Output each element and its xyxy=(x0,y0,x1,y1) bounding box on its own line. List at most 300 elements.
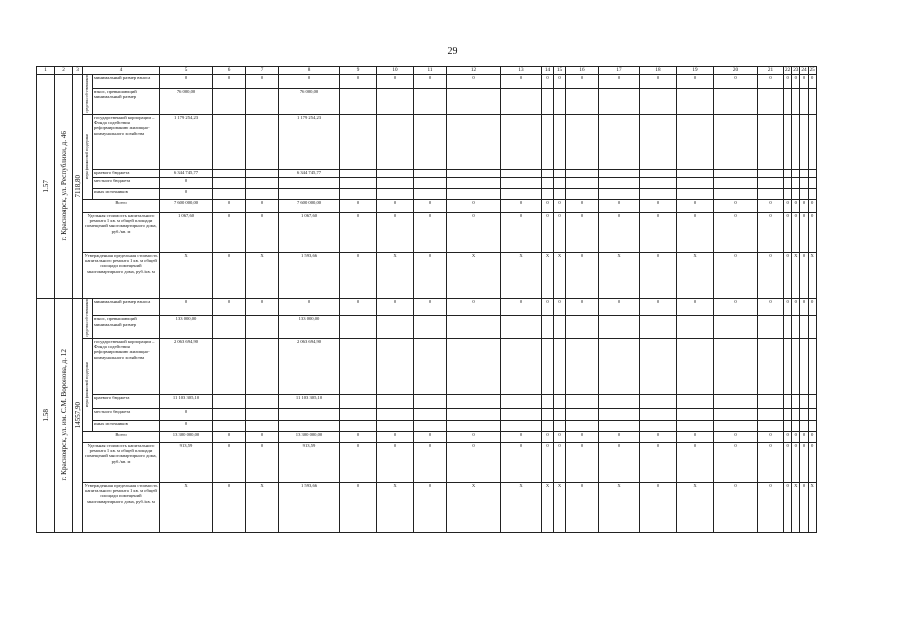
cell-over_min-col-12 xyxy=(447,316,501,339)
cell-total-col-25: 0 xyxy=(808,431,816,442)
cell-total-col-15: 0 xyxy=(554,431,566,442)
column-header-23: 23 xyxy=(793,66,799,73)
cell-min_fee-col-25: 0 xyxy=(808,75,816,89)
cell-total-col-9: 0 xyxy=(340,199,377,212)
cell-limit_cost-col-16: 0 xyxy=(566,482,599,532)
support-measures-group xyxy=(83,114,93,199)
column-header-4: 4 xyxy=(83,67,160,75)
column-header-3: 3 xyxy=(73,67,83,75)
row-label-min_fee: минимальный размер взноса xyxy=(93,298,160,315)
record-area xyxy=(73,298,83,532)
cell-regional-col-14 xyxy=(542,169,554,177)
cell-other-col-5: 0 xyxy=(160,188,213,199)
cell-local-col-23 xyxy=(792,408,800,420)
cell-unit_cost-col-17: 0 xyxy=(599,442,640,482)
cell-fund-col-20 xyxy=(714,338,758,394)
cell-other-col-15 xyxy=(554,420,566,431)
cell-local-col-7 xyxy=(246,408,279,420)
cell-total-col-17: 0 xyxy=(599,431,640,442)
record-1-row-regional xyxy=(37,394,817,408)
cell-limit_cost-col-17: X xyxy=(599,482,640,532)
cell-fund-col-22 xyxy=(784,338,792,394)
cell-local-col-24 xyxy=(800,177,808,188)
cell-unit_cost-col-8: 913,59 xyxy=(279,442,340,482)
column-header-25: 25 xyxy=(809,66,815,73)
record-number-text: 1.57 xyxy=(41,179,50,193)
record-1-row-limit_cost xyxy=(37,482,817,532)
capital-repair-table xyxy=(36,66,817,533)
cell-min_fee-col-15: 0 xyxy=(554,75,566,89)
cell-unit_cost-col-19: 0 xyxy=(677,212,714,252)
cell-other-col-18 xyxy=(640,420,677,431)
cell-limit_cost-col-13: X xyxy=(501,482,542,532)
cell-fund-col-21 xyxy=(758,338,784,394)
column-header-21: 21 xyxy=(758,67,784,75)
column-header-20: 20 xyxy=(714,67,758,75)
cell-min_fee-col-23: 0 xyxy=(792,75,800,89)
row-label-over_min: взнос, превышающий минимальный размер xyxy=(93,316,160,339)
cell-local-col-18 xyxy=(640,408,677,420)
row-label-unit_cost: Удельная стоимость капитального ремонта 1 кв. м общей площади помещений многоквартирного дома, руб./кв. м xyxy=(83,212,160,252)
cell-other-col-15 xyxy=(554,188,566,199)
cell-min_fee-col-25: 0 xyxy=(808,298,816,315)
record-1-row-unit_cost xyxy=(37,442,817,482)
cell-regional-col-15 xyxy=(554,394,566,408)
cell-regional-col-20 xyxy=(714,394,758,408)
cell-limit_cost-col-10: X xyxy=(377,482,414,532)
cell-fund-col-15 xyxy=(554,114,566,169)
cell-unit_cost-col-21: 0 xyxy=(758,212,784,252)
cell-regional-col-19 xyxy=(677,169,714,177)
cell-min_fee-col-17: 0 xyxy=(599,75,640,89)
cell-other-col-17 xyxy=(599,420,640,431)
cell-fund-col-23 xyxy=(792,114,800,169)
owners-funds-group xyxy=(83,75,93,115)
cell-fund-col-6 xyxy=(213,338,246,394)
cell-local-col-13 xyxy=(501,177,542,188)
column-header-15: 15 xyxy=(554,67,566,75)
cell-other-col-23 xyxy=(792,188,800,199)
cell-limit_cost-col-7: X xyxy=(246,252,279,298)
cell-unit_cost-col-6: 0 xyxy=(213,442,246,482)
cell-regional-col-23 xyxy=(792,169,800,177)
cell-min_fee-col-5: 0 xyxy=(160,75,213,89)
row-label-limit_cost: Утвержденная предельная стоимость капитального ремонта 1 кв. м общей площади помещений многоквартирного дома, руб./кв. м xyxy=(83,482,160,532)
cell-unit_cost-col-16: 0 xyxy=(566,442,599,482)
cell-unit_cost-col-15: 0 xyxy=(554,212,566,252)
cell-total-col-14: 0 xyxy=(542,199,554,212)
cell-min_fee-col-16: 0 xyxy=(566,75,599,89)
cell-regional-col-16 xyxy=(566,394,599,408)
cell-regional-col-11 xyxy=(414,169,447,177)
cell-other-col-25 xyxy=(808,420,816,431)
cell-min_fee-col-6: 0 xyxy=(213,298,246,315)
cell-unit_cost-col-10: 0 xyxy=(377,212,414,252)
record-0-row-other xyxy=(37,188,817,199)
cell-regional-col-15 xyxy=(554,169,566,177)
cell-regional-col-21 xyxy=(758,394,784,408)
cell-regional-col-22 xyxy=(784,169,792,177)
cell-local-col-11 xyxy=(414,408,447,420)
record-0-row-total xyxy=(37,199,817,212)
column-header-14: 14 xyxy=(542,67,554,75)
row-label-total: Всего xyxy=(83,199,160,212)
row-label-local: местного бюджета xyxy=(93,177,160,188)
cell-limit_cost-col-6: 0 xyxy=(213,252,246,298)
cell-over_min-col-8: 76 000,00 xyxy=(279,89,340,115)
cell-fund-col-18 xyxy=(640,114,677,169)
cell-fund-col-11 xyxy=(414,338,447,394)
row-label-limit_cost: Утвержденная предельная стоимость капитального ремонта 1 кв. м общей площади помещений многоквартирного дома, руб./кв. м xyxy=(83,252,160,298)
cell-over_min-col-14 xyxy=(542,316,554,339)
cell-total-col-24: 0 xyxy=(800,199,808,212)
row-label-other: иных источников xyxy=(93,420,160,431)
record-0-row-min_fee xyxy=(37,75,817,89)
cell-limit_cost-col-22: 0 xyxy=(784,482,792,532)
cell-limit_cost-col-11: 0 xyxy=(414,482,447,532)
cell-unit_cost-col-14: 0 xyxy=(542,212,554,252)
cell-fund-col-14 xyxy=(542,338,554,394)
cell-total-col-10: 0 xyxy=(377,199,414,212)
record-0-row-regional xyxy=(37,169,817,177)
cell-fund-col-11 xyxy=(414,114,447,169)
cell-local-col-19 xyxy=(677,177,714,188)
cell-fund-col-25 xyxy=(808,338,816,394)
cell-regional-col-21 xyxy=(758,169,784,177)
cell-local-col-16 xyxy=(566,408,599,420)
cell-local-col-10 xyxy=(377,408,414,420)
cell-regional-col-23 xyxy=(792,394,800,408)
cell-other-col-6 xyxy=(213,420,246,431)
cell-min_fee-col-17: 0 xyxy=(599,298,640,315)
cell-over_min-col-8: 133 000,00 xyxy=(279,316,340,339)
cell-other-col-19 xyxy=(677,188,714,199)
row-label-regional: краевого бюджета xyxy=(93,169,160,177)
cell-min_fee-col-9: 0 xyxy=(340,75,377,89)
cell-total-col-5: 13 300 000,00 xyxy=(160,431,213,442)
cell-min_fee-col-23: 0 xyxy=(792,298,800,315)
cell-over_min-col-7 xyxy=(246,89,279,115)
column-header-17: 17 xyxy=(599,67,640,75)
cell-unit_cost-col-24: 0 xyxy=(800,212,808,252)
cell-total-col-17: 0 xyxy=(599,199,640,212)
cell-other-col-13 xyxy=(501,420,542,431)
cell-local-col-6 xyxy=(213,177,246,188)
cell-total-col-6: 0 xyxy=(213,431,246,442)
cell-over_min-col-22 xyxy=(784,316,792,339)
cell-over_min-col-23 xyxy=(792,316,800,339)
cell-regional-col-25 xyxy=(808,394,816,408)
cell-over_min-col-12 xyxy=(447,89,501,115)
cell-total-col-13: 0 xyxy=(501,431,542,442)
cell-local-col-7 xyxy=(246,177,279,188)
cell-over_min-col-23 xyxy=(792,89,800,115)
cell-local-col-17 xyxy=(599,408,640,420)
cell-over_min-col-6 xyxy=(213,316,246,339)
cell-total-col-8: 13 300 000,00 xyxy=(279,431,340,442)
cell-unit_cost-col-11: 0 xyxy=(414,442,447,482)
cell-local-col-16 xyxy=(566,177,599,188)
cell-limit_cost-col-8: 1 593,66 xyxy=(279,252,340,298)
cell-limit_cost-col-12: X xyxy=(447,482,501,532)
cell-local-col-14 xyxy=(542,408,554,420)
cell-limit_cost-col-10: X xyxy=(377,252,414,298)
cell-total-col-16: 0 xyxy=(566,431,599,442)
cell-min_fee-col-20: 0 xyxy=(714,75,758,89)
cell-other-col-8 xyxy=(279,188,340,199)
cell-local-col-25 xyxy=(808,408,816,420)
cell-limit_cost-col-23: X xyxy=(792,482,800,532)
cell-other-col-11 xyxy=(414,420,447,431)
cell-other-col-14 xyxy=(542,188,554,199)
cell-regional-col-17 xyxy=(599,169,640,177)
cell-limit_cost-col-21: 0 xyxy=(758,252,784,298)
column-header-7: 7 xyxy=(246,67,279,75)
row-label-fund: государственной корпорации – Фонда содействия реформированию жилищно-коммунального хозяйства xyxy=(93,114,160,169)
cell-fund-col-6 xyxy=(213,114,246,169)
cell-over_min-col-11 xyxy=(414,316,447,339)
cell-other-col-7 xyxy=(246,420,279,431)
cell-regional-col-9 xyxy=(340,394,377,408)
cell-limit_cost-col-11: 0 xyxy=(414,252,447,298)
cell-limit_cost-col-24: 0 xyxy=(800,252,808,298)
row-label-unit_cost: Удельная стоимость капитального ремонта 1 кв. м общей площади помещений многоквартирного дома, руб./кв. м xyxy=(83,442,160,482)
cell-other-col-12 xyxy=(447,420,501,431)
cell-other-col-8 xyxy=(279,420,340,431)
cell-local-col-19 xyxy=(677,408,714,420)
cell-fund-col-17 xyxy=(599,114,640,169)
cell-limit_cost-col-20: 0 xyxy=(714,482,758,532)
cell-unit_cost-col-16: 0 xyxy=(566,212,599,252)
cell-unit_cost-col-10: 0 xyxy=(377,442,414,482)
column-header-19: 19 xyxy=(677,67,714,75)
cell-other-col-5: 0 xyxy=(160,420,213,431)
cell-local-col-22 xyxy=(784,177,792,188)
cell-other-col-22 xyxy=(784,188,792,199)
cell-limit_cost-col-15: X xyxy=(554,252,566,298)
cell-unit_cost-col-17: 0 xyxy=(599,212,640,252)
cell-total-col-22: 0 xyxy=(784,199,792,212)
cell-total-col-15: 0 xyxy=(554,199,566,212)
cell-over_min-col-25 xyxy=(808,89,816,115)
cell-limit_cost-col-9: 0 xyxy=(340,252,377,298)
cell-over_min-col-15 xyxy=(554,89,566,115)
cell-local-col-9 xyxy=(340,408,377,420)
cell-fund-col-10 xyxy=(377,114,414,169)
cell-local-col-21 xyxy=(758,408,784,420)
cell-unit_cost-col-7: 0 xyxy=(246,442,279,482)
cell-other-col-24 xyxy=(800,420,808,431)
cell-regional-col-8: 11 103 305,10 xyxy=(279,394,340,408)
cell-regional-col-18 xyxy=(640,394,677,408)
cell-total-col-13: 0 xyxy=(501,199,542,212)
row-label-fund: государственной корпорации – Фонда содействия реформированию жилищно-коммунального хозяйства xyxy=(93,338,160,394)
cell-over_min-col-16 xyxy=(566,316,599,339)
cell-unit_cost-col-25: 0 xyxy=(808,442,816,482)
cell-limit_cost-col-18: 0 xyxy=(640,252,677,298)
cell-fund-col-8: 2 063 694,90 xyxy=(279,338,340,394)
record-address xyxy=(55,298,73,532)
cell-other-col-10 xyxy=(377,188,414,199)
cell-over_min-col-24 xyxy=(800,89,808,115)
cell-fund-col-5: 2 063 694,90 xyxy=(160,338,213,394)
record-1-row-over_min xyxy=(37,316,817,339)
cell-total-col-22: 0 xyxy=(784,431,792,442)
cell-total-col-23: 0 xyxy=(792,431,800,442)
cell-regional-col-24 xyxy=(800,169,808,177)
cell-other-col-18 xyxy=(640,188,677,199)
cell-min_fee-col-13: 0 xyxy=(501,75,542,89)
cell-regional-col-5: 6 344 745,77 xyxy=(160,169,213,177)
cell-fund-col-10 xyxy=(377,338,414,394)
cell-local-col-20 xyxy=(714,408,758,420)
row-label-min_fee: минимальный размер взноса xyxy=(93,75,160,89)
cell-min_fee-col-10: 0 xyxy=(377,75,414,89)
cell-fund-col-24 xyxy=(800,338,808,394)
cell-unit_cost-col-13: 0 xyxy=(501,212,542,252)
cell-over_min-col-17 xyxy=(599,316,640,339)
cell-regional-col-9 xyxy=(340,169,377,177)
record-area-text: 14557,90 xyxy=(73,401,82,428)
cell-limit_cost-col-19: X xyxy=(677,252,714,298)
cell-over_min-col-10 xyxy=(377,89,414,115)
cell-total-col-25: 0 xyxy=(808,199,816,212)
record-address xyxy=(55,75,73,299)
cell-regional-col-24 xyxy=(800,394,808,408)
cell-total-col-7: 0 xyxy=(246,431,279,442)
cell-local-col-5: 0 xyxy=(160,408,213,420)
cell-min_fee-col-8: 0 xyxy=(279,298,340,315)
cell-over_min-col-7 xyxy=(246,316,279,339)
cell-over_min-col-16 xyxy=(566,89,599,115)
cell-total-col-8: 7 600 000,00 xyxy=(279,199,340,212)
cell-fund-col-8: 1 179 254,23 xyxy=(279,114,340,169)
cell-over_min-col-18 xyxy=(640,316,677,339)
cell-regional-col-12 xyxy=(447,169,501,177)
page-number: 29 xyxy=(447,46,458,57)
cell-fund-col-20 xyxy=(714,114,758,169)
cell-fund-col-17 xyxy=(599,338,640,394)
cell-fund-col-7 xyxy=(246,114,279,169)
record-1-row-local xyxy=(37,408,817,420)
cell-limit_cost-col-25: X xyxy=(808,482,816,532)
column-header-12: 12 xyxy=(447,67,501,75)
column-header-2: 2 xyxy=(55,67,73,75)
cell-regional-col-6 xyxy=(213,169,246,177)
cell-min_fee-col-11: 0 xyxy=(414,298,447,315)
cell-min_fee-col-16: 0 xyxy=(566,298,599,315)
cell-over_min-col-15 xyxy=(554,316,566,339)
cell-min_fee-col-12: 0 xyxy=(447,75,501,89)
cell-regional-col-6 xyxy=(213,394,246,408)
cell-min_fee-col-15: 0 xyxy=(554,298,566,315)
cell-limit_cost-col-18: 0 xyxy=(640,482,677,532)
cell-total-col-12: 0 xyxy=(447,431,501,442)
cell-limit_cost-col-14: X xyxy=(542,252,554,298)
owners-funds-group-text: средства соб-ственников xyxy=(85,298,90,337)
record-address-text: г. Красноярск, ул. Республики, д. 46 xyxy=(59,131,68,241)
cell-min_fee-col-18: 0 xyxy=(640,75,677,89)
column-header-13: 13 xyxy=(501,67,542,75)
cell-limit_cost-col-5: X xyxy=(160,482,213,532)
owners-funds-group-text: средства соб-ственников xyxy=(85,75,90,113)
cell-limit_cost-col-23: X xyxy=(792,252,800,298)
cell-total-col-21: 0 xyxy=(758,199,784,212)
cell-fund-col-9 xyxy=(340,338,377,394)
cell-over_min-col-20 xyxy=(714,89,758,115)
cell-limit_cost-col-12: X xyxy=(447,252,501,298)
cell-total-col-5: 7 600 000,00 xyxy=(160,199,213,212)
cell-local-col-25 xyxy=(808,177,816,188)
cell-fund-col-23 xyxy=(792,338,800,394)
record-1-row-total xyxy=(37,431,817,442)
cell-regional-col-8: 6 344 745,77 xyxy=(279,169,340,177)
column-header-1: 1 xyxy=(37,67,55,75)
cell-over_min-col-18 xyxy=(640,89,677,115)
cell-local-col-12 xyxy=(447,408,501,420)
cell-limit_cost-col-25: X xyxy=(808,252,816,298)
cell-other-col-22 xyxy=(784,420,792,431)
cell-over_min-col-13 xyxy=(501,89,542,115)
record-0-row-limit_cost xyxy=(37,252,817,298)
cell-other-col-24 xyxy=(800,188,808,199)
cell-fund-col-13 xyxy=(501,114,542,169)
owners-funds-group xyxy=(83,298,93,338)
cell-over_min-col-13 xyxy=(501,316,542,339)
cell-total-col-6: 0 xyxy=(213,199,246,212)
record-1-row-other xyxy=(37,420,817,431)
support-measures-group-text: меры финансовой поддержки xyxy=(85,133,90,179)
cell-over_min-col-11 xyxy=(414,89,447,115)
cell-unit_cost-col-20: 0 xyxy=(714,442,758,482)
record-number xyxy=(37,298,55,532)
cell-unit_cost-col-25: 0 xyxy=(808,212,816,252)
cell-unit_cost-col-12: 0 xyxy=(447,442,501,482)
cell-other-col-9 xyxy=(340,188,377,199)
record-address-text: г. Красноярск, ул. им. С.М. Воронова, д. 12 xyxy=(59,349,68,481)
cell-other-col-19 xyxy=(677,420,714,431)
cell-over_min-col-25 xyxy=(808,316,816,339)
cell-unit_cost-col-15: 0 xyxy=(554,442,566,482)
cell-regional-col-13 xyxy=(501,169,542,177)
cell-unit_cost-col-12: 0 xyxy=(447,212,501,252)
cell-over_min-col-5: 76 000,00 xyxy=(160,89,213,115)
cell-local-col-24 xyxy=(800,408,808,420)
cell-other-col-17 xyxy=(599,188,640,199)
cell-local-col-6 xyxy=(213,408,246,420)
cell-regional-col-7 xyxy=(246,169,279,177)
cell-local-col-20 xyxy=(714,177,758,188)
cell-limit_cost-col-8: 1 593,66 xyxy=(279,482,340,532)
cell-limit_cost-col-19: X xyxy=(677,482,714,532)
cell-over_min-col-10 xyxy=(377,316,414,339)
cell-limit_cost-col-16: 0 xyxy=(566,252,599,298)
cell-fund-col-19 xyxy=(677,338,714,394)
cell-local-col-17 xyxy=(599,177,640,188)
row-label-other: иных источников xyxy=(93,188,160,199)
cell-local-col-11 xyxy=(414,177,447,188)
record-number xyxy=(37,75,55,299)
cell-over_min-col-9 xyxy=(340,316,377,339)
column-header-24: 24 xyxy=(801,66,807,73)
cell-regional-col-13 xyxy=(501,394,542,408)
cell-unit_cost-col-14: 0 xyxy=(542,442,554,482)
cell-other-col-21 xyxy=(758,420,784,431)
record-area-text: 7118,80 xyxy=(73,174,82,198)
cell-min_fee-col-8: 0 xyxy=(279,75,340,89)
cell-local-col-21 xyxy=(758,177,784,188)
cell-min_fee-col-7: 0 xyxy=(246,75,279,89)
